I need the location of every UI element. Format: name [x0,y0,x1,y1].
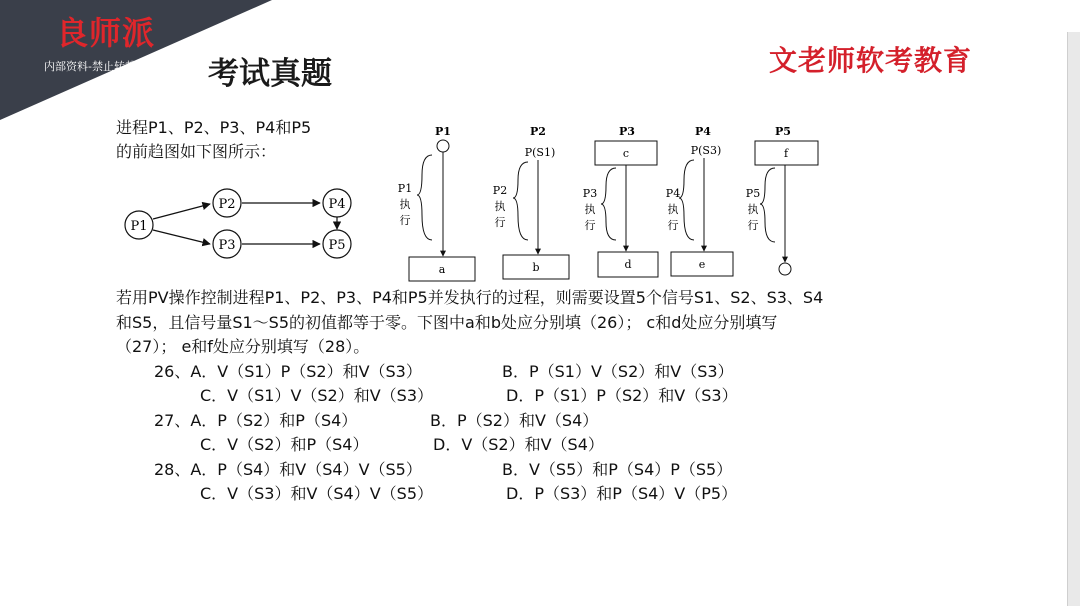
process-execution-diagram [392,118,824,284]
brand-logo: 良师派 [56,14,156,52]
process-p5 [746,125,818,275]
svg-text:P1: P1 [397,182,413,195]
svg-text:P1: P1 [435,125,451,138]
svg-text:行: 行 [667,219,679,232]
question-line-2: 和S5，且信号量S1～S5的初值都等于零。下图中a和b处应分别填（26）； c和d处应分别填写 [116,312,778,332]
option-27-b: B．P（S2）和V（S4） [430,411,599,430]
question-line-1: 若用PV操作控制进程P1、P2、P3、P4和P5并发执行的过程，则需要设置5个信号S1、S2、S3、S4 [116,288,824,307]
page-title: 考试真题 [208,56,332,92]
svg-text:c: c [622,147,630,160]
svg-text:P(S3): P(S3) [690,144,722,157]
svg-text:P4: P4 [665,187,681,200]
svg-text:a: a [438,263,446,276]
brand-notice: 内部资料-禁止转载 [44,60,136,73]
question-line-3: （27）； e和f处应分别填写（28）。 [116,337,370,356]
organization-name: 文老师软考教育 [769,44,973,77]
intro-line-1: 进程P1、P2、P3、P4和P5 [116,118,312,137]
svg-text:e: e [698,258,706,271]
process-p2 [493,125,569,279]
option-27-d: D．V（S2）和V（S4） [433,435,604,454]
svg-text:执: 执 [399,198,411,211]
precedence-graph [118,182,368,262]
svg-text:f: f [783,147,789,160]
svg-text:P2: P2 [218,197,236,212]
graph-node-p3 [213,230,241,258]
graph-node-p5 [323,230,351,258]
process-p1 [398,125,475,281]
svg-text:P2: P2 [492,184,508,197]
graph-node-p1 [125,211,153,239]
svg-text:P5: P5 [775,125,791,138]
graph-node-p2 [213,189,241,217]
option-28-d: D．P（S3）和P（S4）V（P5） [506,484,738,503]
svg-text:行: 行 [584,219,596,232]
svg-text:行: 行 [747,219,759,232]
svg-text:b: b [532,261,540,274]
option-27-a: 27、A．P（S2）和P（S4） [154,411,358,430]
svg-text:P3: P3 [619,125,635,138]
option-28-a: 28、A．P（S4）和V（S4）V（S5） [154,460,422,479]
svg-text:P5: P5 [745,187,761,200]
process-p3 [583,125,658,277]
option-26-d: D．P（S1）P（S2）和V（S3） [506,386,738,405]
svg-text:P3: P3 [582,187,598,200]
option-28-b: B．V（S5）和P（S4）P（S5） [502,460,733,479]
svg-text:P(S1): P(S1) [524,146,556,159]
intro-text [116,116,311,164]
svg-text:执: 执 [584,203,596,216]
svg-text:行: 行 [399,214,411,227]
intro-line-2: 的前趋图如下图所示： [116,142,277,161]
option-26-c: C．V（S1）V（S2）和V（S3） [200,386,434,405]
svg-text:P4: P4 [328,197,346,212]
option-26-a: 26、A．V（S1）P（S2）和V（S3） [154,362,422,381]
option-27-c: C．V（S2）和P（S4） [200,435,369,454]
svg-text:P4: P4 [695,125,711,138]
svg-text:P1: P1 [130,219,148,234]
svg-text:P3: P3 [218,238,236,253]
svg-text:执: 执 [494,200,506,213]
process-p4 [666,125,733,276]
svg-text:执: 执 [667,203,679,216]
svg-text:行: 行 [494,216,506,229]
graph-node-p4 [323,189,351,217]
svg-text:d: d [624,258,632,271]
question-text [116,286,972,360]
svg-text:P2: P2 [530,125,546,138]
svg-text:P5: P5 [328,238,346,253]
scrollbar[interactable] [1067,32,1080,606]
option-28-c: C．V（S3）和V（S4）V（S5） [200,484,434,503]
option-26-b: B．P（S1）V（S2）和V（S3） [502,362,734,381]
svg-text:执: 执 [747,203,759,216]
